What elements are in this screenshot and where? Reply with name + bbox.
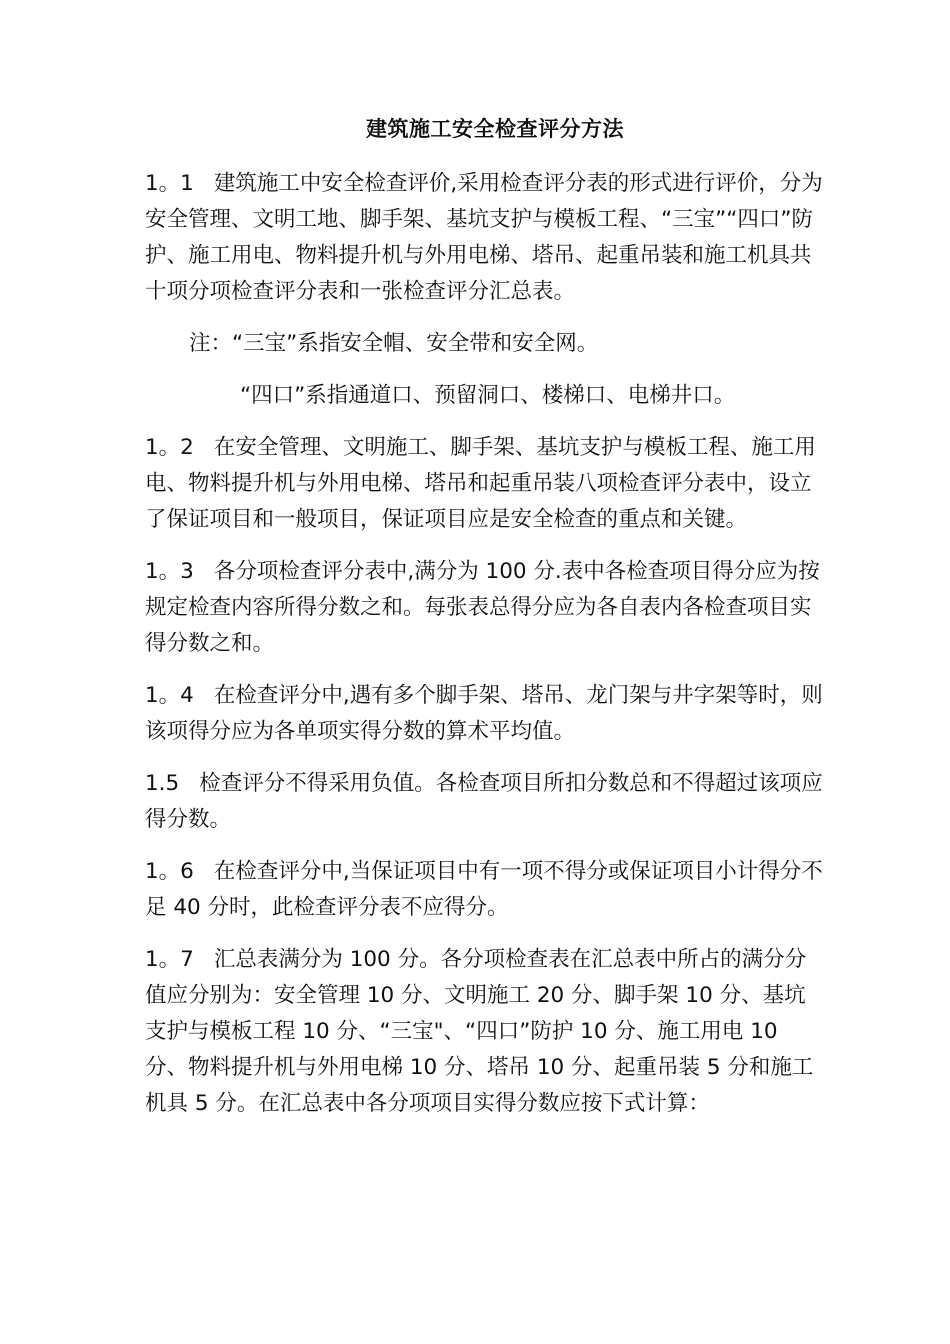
paragraph-number: 1。3 — [145, 559, 194, 584]
paragraph-1-1 — [145, 166, 825, 310]
paragraph-number: 1.5 — [145, 771, 180, 796]
paragraph-number: 1。2 — [145, 435, 194, 460]
paragraph-number: 1。6 — [145, 859, 194, 884]
paragraph-text: 在检查评分中,当保证项目中有一项不得分或保证项目小计得分不足 40 分时，此检查评分表不应得分。 — [145, 859, 823, 920]
paragraph-number: 1。1 — [145, 171, 194, 196]
paragraph-text: 建筑施工中安全检查评价,采用检查评分表的形式进行评价，分为安全管理、文明工地、脚手架、基坑支护与模板工程、“三宝”“四口”防护、施工用电、物料提升机与外用电梯、塔吊、起重吊装和施工机具共十项分项检查评分表和一张检查评分汇总表。 — [145, 171, 823, 304]
paragraph-text: 在检查评分中,遇有多个脚手架、塔吊、龙门架与井字架等时，则该项得分应为各单项实得分数的算术平均值。 — [145, 683, 823, 744]
note-four-openings: “四口”系指通道口、预留洞口、楼梯口、电梯井口。 — [240, 383, 736, 408]
paragraph-text: 在安全管理、文明施工、脚手架、基坑支护与模板工程、施工用电、物料提升机与外用电梯、塔吊和起重吊装八项检查评分表中，设立了保证项目和一般项目，保证项目应是安全检查的重点和关键。 — [145, 435, 816, 532]
paragraph-1-6 — [145, 854, 825, 926]
paragraph-1-2 — [145, 430, 825, 538]
note-three-treasures: 注：“三宝”系指安全帽、安全带和安全网。 — [189, 331, 599, 356]
paragraph-1-7 — [145, 942, 825, 1122]
document-body — [145, 166, 825, 1138]
paragraph-text: 检查评分不得采用负值。各检查项目所扣分数总和不得超过该项应得分数。 — [145, 771, 823, 832]
paragraph-text: 各分项检查评分表中,满分为 100 分.表中各检查项目得分应为按规定检查内容所得分数之和。每张表总得分应为各自表内各检查项目实得分数之和。 — [145, 559, 820, 656]
paragraph-number: 1。7 — [145, 947, 194, 972]
document-title: 建筑施工安全检查评分方法 — [366, 117, 624, 141]
paragraph-1-5 — [145, 766, 825, 838]
paragraph-text: 汇总表满分为 100 分。各分项检查表在汇总表中所占的满分分值应分别为：安全管理 10 分、文明施工 20 分、脚手架 10 分、基坑支护与模板工程 10 分、“三宝"、“四口”防护 10 分、施工用电 10 分、物料提升机与外用电梯 10 分、塔吊 10 分、起重吊装 5 分和施工机具 5 分。在汇总表中各分项项目实得分数应按下式计算： — [145, 947, 814, 1116]
paragraph-1-3 — [145, 554, 825, 662]
paragraph-1-4 — [145, 678, 825, 750]
paragraph-number: 1。4 — [145, 683, 194, 708]
